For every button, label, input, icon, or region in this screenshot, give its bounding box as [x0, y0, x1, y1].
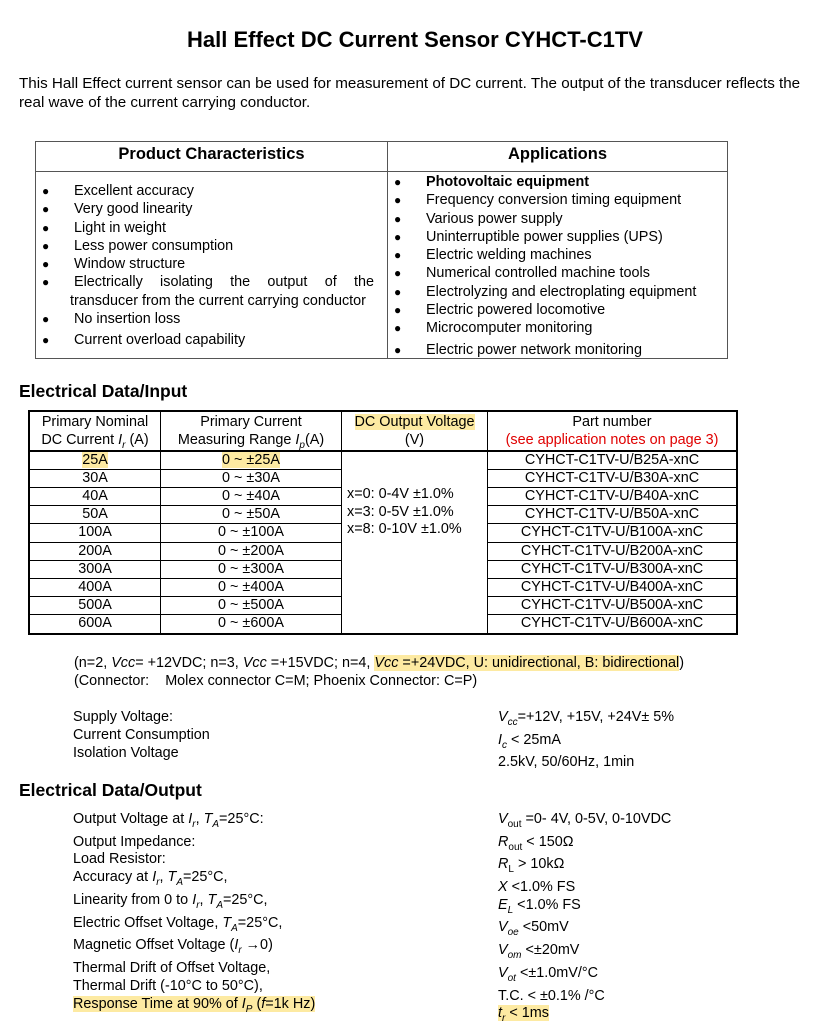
cell-nominal: 500A	[78, 596, 112, 613]
cell-range: 0 ~ ±100A	[218, 524, 284, 541]
bullet-icon: ●	[42, 238, 50, 253]
cell-range: 0 ~ ±50A	[222, 506, 280, 523]
bullet-icon: ●	[394, 175, 402, 189]
cell-nominal: 100A	[78, 524, 112, 541]
cell-part-number: CYHCT-C1TV-U/B50A-xnC	[524, 506, 700, 523]
bullet-icon: ●	[42, 275, 50, 290]
list-item: ● Window structure	[42, 256, 186, 273]
header-part-number: Part number (see application notes on page 3)	[505, 414, 719, 448]
output-labels: Output Voltage at $I_r$, $T_A=25^\circ C$: Output Impedance: Load Resistor: Accuracy at $I_r$, $T_A=25^\circ C$, Linearity from 0 to $I_r$, $T_A=25^\circ C$, Electric Offset Voltage, $T_A=25^\circ C$, Magnetic Offset Voltage $(I_r \to 0)$ Thermal Drift of Offset Voltage, Thermal Drift (-10°C to 50°C), Response Time at 90% of $I_P$ (f=1k Hz)	[73, 811, 316, 1015]
list-item: ● No insertion loss	[42, 311, 181, 328]
output-values: $V_{out} =0-$ 4V, 0-5V, 0-10VDC $R_{out} < 150\Omega$ $R_L > 10k\Omega$ X <1.0% FS $E_L <1.0\%$ FS $V_{oe} <50mV$ $V_{om} <\pm 20mV$ $V_{ot} <\pm 1.0mV/^\circ C$ T.C. < ±0.1% /°C $t_r < 1ms$	[498, 811, 672, 1025]
bullet-icon: ●	[394, 193, 402, 208]
electrical-input-table	[28, 410, 738, 635]
bullet-icon: ●	[42, 257, 50, 272]
cell-nominal: 50A	[82, 506, 108, 523]
list-item: ● Uninterruptible power supplies (UPS)	[394, 228, 663, 245]
list-item: ● Less power consumption	[42, 237, 234, 254]
cell-nominal: 40A	[82, 488, 108, 505]
characteristics-table	[35, 141, 728, 359]
list-item: ● Excellent accuracy	[42, 183, 194, 199]
applications-list	[388, 173, 726, 359]
cell-nominal: 300A	[78, 560, 112, 577]
cell-range: 0 ~ ±40A	[222, 488, 280, 505]
bullet-icon: ●	[42, 333, 50, 348]
list-item: ● Very good linearity	[42, 201, 193, 218]
header-output-voltage: DC Output Voltage (V)	[354, 414, 475, 448]
bullet-icon: ●	[42, 202, 50, 217]
bullet-icon: ●	[42, 312, 50, 327]
bullet-icon: ●	[42, 184, 50, 198]
output-voltage-options: x=0: 0-4V ±1.0% x=3: 0-5V ±1.0% x=8: 0-10V ±1.0%	[347, 486, 462, 537]
list-item: ● Electrolyzing and electroplating equipment	[394, 283, 697, 300]
list-item-continuation: transducer from the current carrying conductor	[70, 292, 366, 309]
list-item: ● Electric welding machines	[394, 247, 592, 264]
list-item: ● Electric power network monitoring	[394, 341, 642, 358]
input-section-heading: Electrical Data/Input	[19, 381, 188, 401]
characteristics-list	[36, 182, 384, 350]
bullet-icon: ●	[394, 342, 402, 357]
list-item: ● Light in weight	[42, 219, 167, 236]
output-section-heading: Electrical Data/Output	[19, 780, 202, 800]
cell-nominal: 30A	[82, 470, 108, 487]
cell-range: 0 ~ ±500A	[218, 596, 284, 613]
cell-range: 0 ~ ±25A	[222, 452, 280, 468]
supply-labels: Supply Voltage: Current Consumption Isolation Voltage	[73, 709, 210, 761]
cell-part-number: CYHCT-C1TV-U/B600A-xnC	[520, 614, 704, 631]
cell-range: 0 ~ ±400A	[218, 578, 284, 595]
intro-paragraph: This Hall Effect current sensor can be used for measurement of DC current. The output of the transducer reflects the real wave of the current carrying conductor.	[19, 75, 801, 111]
header-divider	[36, 171, 727, 172]
bullet-icon: ●	[394, 303, 402, 318]
cell-part-number: CYHCT-C1TV-U/B100A-xnC	[520, 524, 704, 541]
bullet-icon: ●	[394, 229, 402, 244]
cell-part-number: CYHCT-C1TV-U/B300A-xnC	[520, 560, 704, 577]
list-item: ● Photovoltaic equipment	[394, 174, 590, 190]
cell-range: 0 ~ ±200A	[218, 542, 284, 559]
cell-part-number: CYHCT-C1TV-U/B40A-xnC	[524, 488, 700, 505]
cell-range: 0 ~ ±30A	[222, 470, 280, 487]
cell-part-number: CYHCT-C1TV-U/B200A-xnC	[520, 542, 704, 559]
cell-range: 0 ~ ±300A	[218, 560, 284, 577]
cell-part-number: CYHCT-C1TV-U/B30A-xnC	[524, 470, 700, 487]
header-measuring-range: Primary Current Measuring Range $I_p(A)$	[177, 414, 325, 451]
header-nominal-current: Primary Nominal DC Current $I_r$ (A)	[41, 414, 149, 451]
cell-nominal: 200A	[78, 542, 112, 559]
bullet-icon: ●	[394, 284, 402, 299]
cell-part-number: CYHCT-C1TV-U/B25A-xnC	[524, 452, 700, 468]
list-item: ● Microcomputer monitoring	[394, 320, 593, 337]
cell-nominal: 600A	[78, 614, 112, 631]
list-item: ● Current overload capability	[42, 332, 246, 349]
cell-part-number: CYHCT-C1TV-U/B500A-xnC	[520, 596, 704, 613]
list-item: ● Numerical controlled machine tools	[394, 265, 650, 282]
bullet-icon: ●	[394, 321, 402, 336]
characteristics-heading: Product Characteristics	[118, 145, 305, 163]
list-item: ● Various power supply	[394, 210, 563, 227]
cell-nominal: 25A	[82, 452, 108, 468]
applications-heading: Applications	[507, 145, 607, 163]
page-title: Hall Effect DC Current Sensor CYHCT-C1TV	[187, 27, 643, 52]
list-item: ● Frequency conversion timing equipment	[394, 192, 682, 209]
bullet-icon: ●	[394, 211, 402, 226]
supply-values: $V_{cc}=+12V$, +15V, +24V± 5% $I_c < 25mA$ 2.5kV, 50/60Hz, 1min	[498, 709, 675, 771]
bullet-icon: ●	[394, 248, 402, 263]
cell-nominal: 400A	[78, 578, 112, 595]
bullet-icon: ●	[394, 266, 402, 281]
list-item: ● Electric powered locomotive	[394, 302, 606, 319]
bullet-icon: ●	[42, 220, 50, 235]
list-item: ● Electrically isolating the output of the	[42, 274, 374, 291]
ordering-notes: (n=2, Vcc= +12VDC; n=3, Vcc =+15VDC; n=4, Vcc =+24VDC, U: unidirectional, B: bidirectional) (Connector: Molex connector C=M; Phoenix Connector: C=P)	[74, 655, 684, 689]
cell-range: 0 ~ ±600A	[218, 614, 284, 631]
cell-part-number: CYHCT-C1TV-U/B400A-xnC	[520, 578, 704, 595]
